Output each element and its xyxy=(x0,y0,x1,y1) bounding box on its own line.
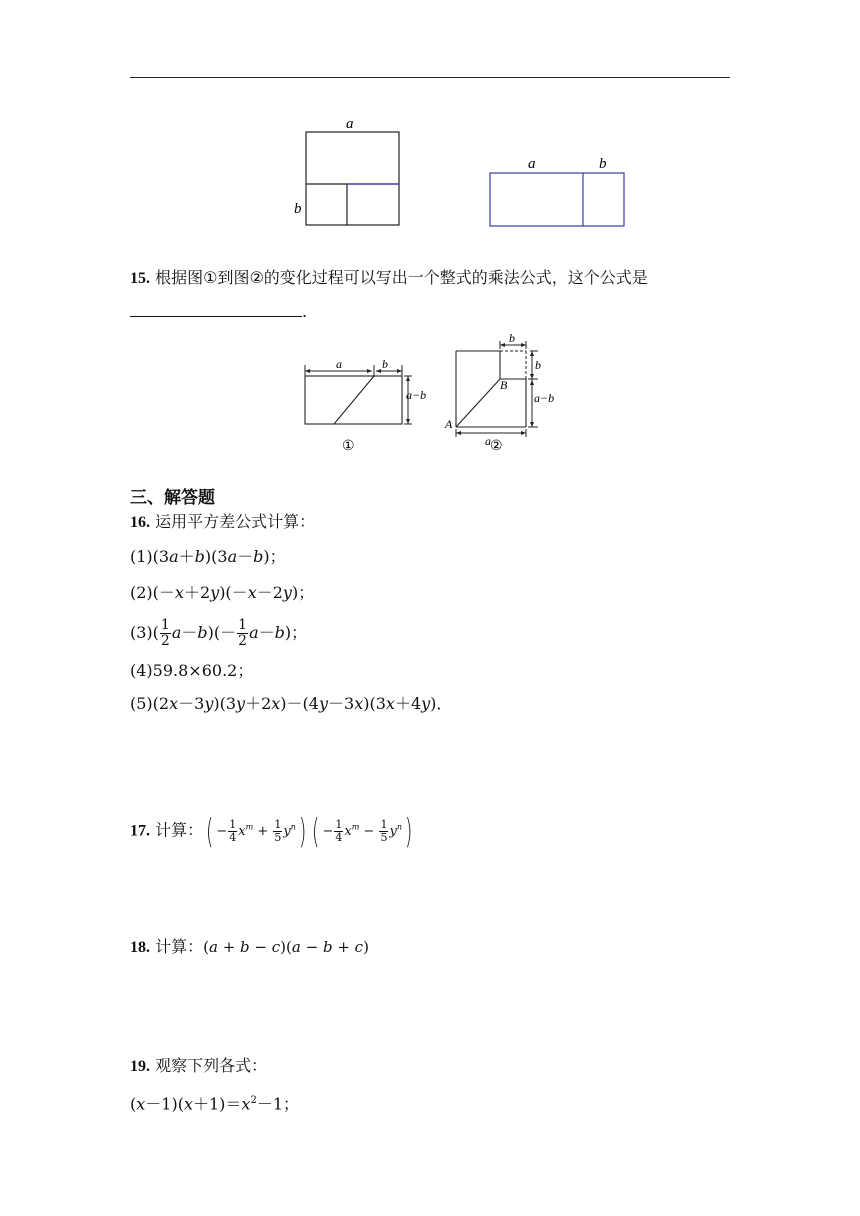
question-19 xyxy=(130,1056,267,1077)
label-b: b xyxy=(382,357,388,371)
label-a: a xyxy=(336,357,342,371)
question-number: 16. xyxy=(130,514,150,531)
part-label: (2) xyxy=(130,583,153,602)
answer-blank-line xyxy=(130,302,307,322)
q16-part-2: (2)(－x＋2y)(－x－2y)； xyxy=(130,583,315,602)
fraction-half: $\frac{1}{2}$ xyxy=(238,617,248,649)
figure-2 xyxy=(440,333,570,455)
caption: ② xyxy=(490,439,503,454)
top-figure-right xyxy=(484,150,634,230)
q16-part-1: (1)(3a＋b)(3a－b)； xyxy=(130,547,286,566)
question-17 xyxy=(130,808,415,852)
question-text: 运用平方差公式计算： xyxy=(155,512,316,531)
label-b: b xyxy=(294,201,302,217)
label-b: b xyxy=(599,156,607,172)
part-label: (4) xyxy=(130,661,153,680)
label-a: a xyxy=(528,156,536,172)
fraction-half: $\frac{1}{2}$ xyxy=(160,617,170,649)
label-point-B: B xyxy=(500,378,508,392)
formula: (a + b − c)(a − b + c) xyxy=(203,938,369,956)
label-b-top: b xyxy=(509,333,515,345)
q16-part-3: (3)( $\frac{1}{2}$ a－b)(－ $\frac{1}{2}$ a－b)； xyxy=(130,617,308,649)
header-rule xyxy=(130,77,730,78)
label-a-bottom: a xyxy=(485,434,491,448)
question-18 xyxy=(130,937,369,958)
part-expression: 59.8×60.2； xyxy=(152,661,254,680)
section-title: 三、解答题 xyxy=(130,488,215,508)
q19-example-1: $(x-1)(x+1)=x^2-1$； xyxy=(130,1094,300,1114)
question-number: 19. xyxy=(130,1058,150,1075)
answer-blank[interactable] xyxy=(130,302,302,317)
figure-1 xyxy=(296,355,442,455)
top-figure-left xyxy=(286,112,416,232)
part-label: (3) xyxy=(130,623,153,642)
question-text: 根据图①到图②的变化过程可以写出一个整式的乘法公式，这个公式是 xyxy=(155,268,648,287)
period: . xyxy=(302,302,308,321)
question-16 xyxy=(130,512,315,533)
label-a-minus-b: a−b xyxy=(534,391,555,405)
label-b-side: b xyxy=(535,358,541,372)
question-number: 17. xyxy=(130,822,150,840)
question-15 xyxy=(130,268,648,289)
part-label: (5) xyxy=(130,694,153,713)
label-a: a xyxy=(346,116,354,132)
question-text: 计算： xyxy=(155,820,204,840)
question-number: 18. xyxy=(130,939,150,956)
part-label: (1) xyxy=(130,547,153,566)
formula: ( − $\frac{1}{4}$ $x^m$ + $\frac{1}{5}$ $y^n$) ( − $\frac{1}{4}$ $x^m$ − $\frac{1}{5}$ $y^n$) xyxy=(206,811,413,852)
label-point-A: A xyxy=(445,417,453,431)
q16-part-4 xyxy=(130,661,253,681)
label-a-minus-b: a−b xyxy=(406,388,427,402)
question-text: 观察下列各式： xyxy=(155,1056,268,1075)
question-text: 计算： xyxy=(155,937,204,956)
question-number: 15. xyxy=(130,270,150,287)
caption: ① xyxy=(342,439,355,454)
q16-part-5: (5)(2x－3y)(3y＋2x)－(4y－3x)(3x＋4y)． xyxy=(130,694,453,713)
